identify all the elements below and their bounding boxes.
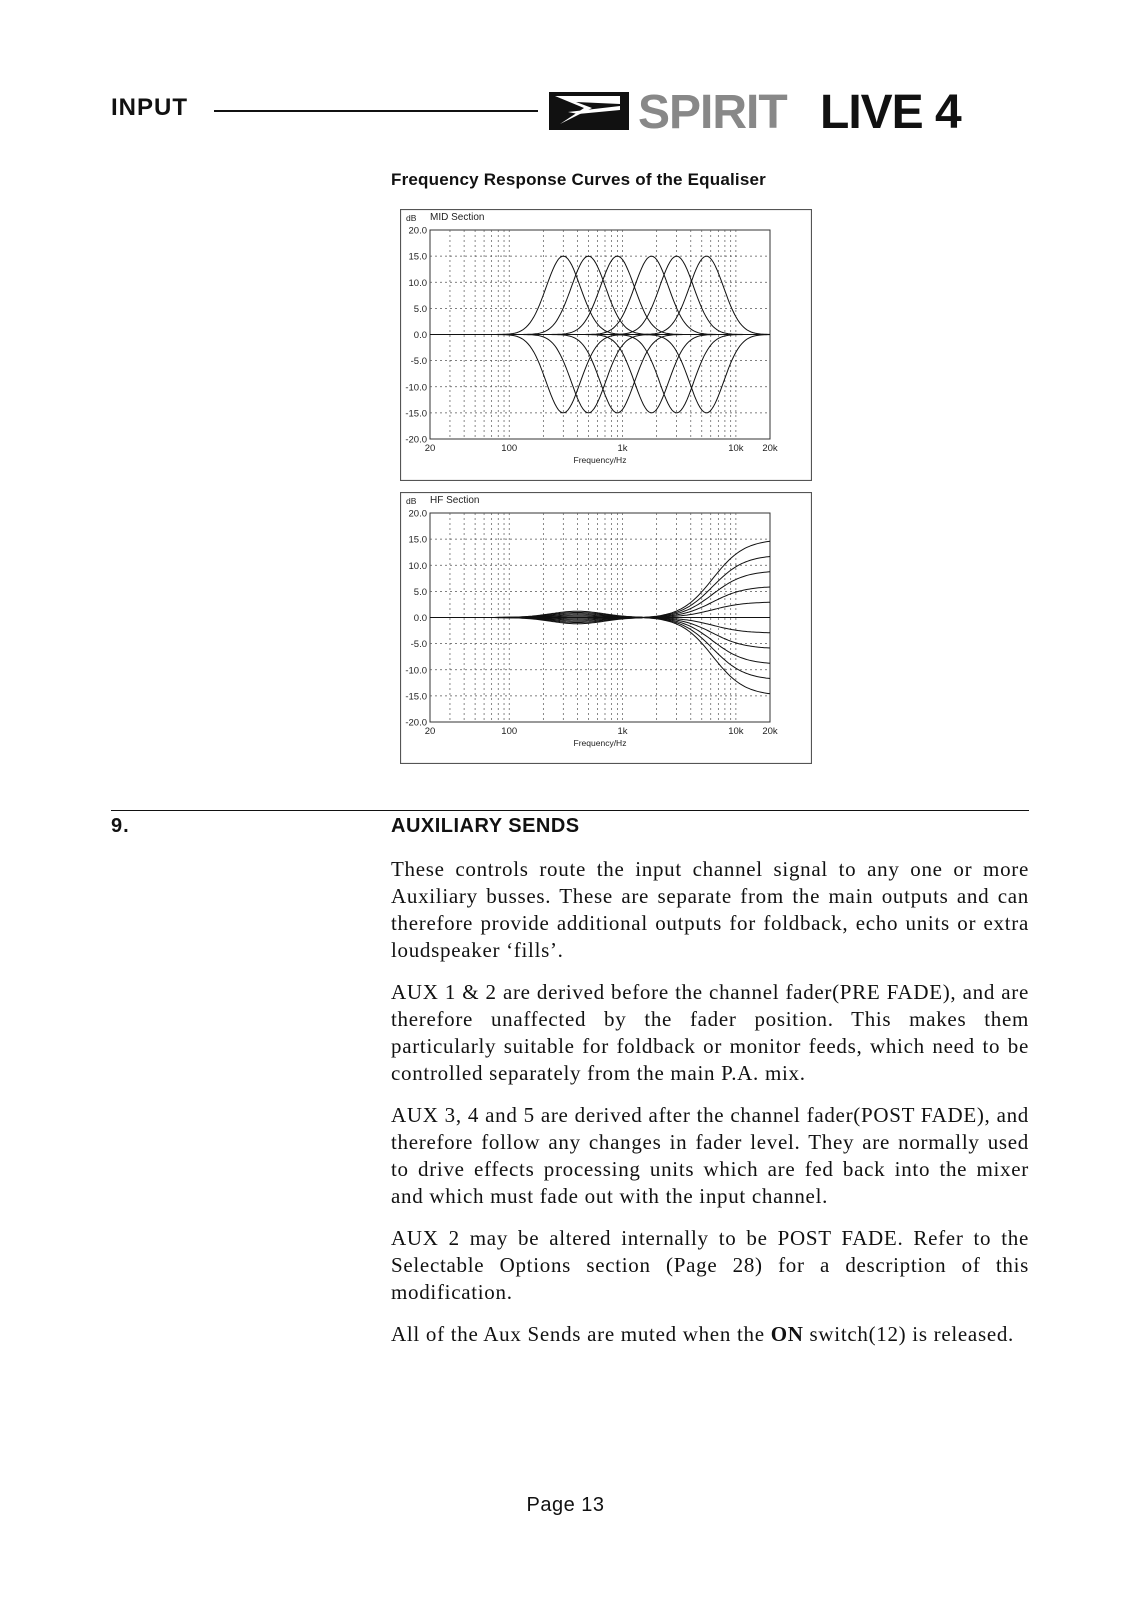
y-tick-label: 20.0 (408, 508, 427, 520)
paragraph-2: AUX 1 & 2 are derived before the channel fader(PRE FADE), and are therefore unaffected by the fader position. This makes them particularly suitable for foldback or monitor feeds, which need to be controlled separately from the main P.A. mix. (391, 980, 1029, 1085)
y-tick-label: 5.0 (413, 586, 427, 598)
y-axis-label: dB (406, 213, 417, 223)
y-tick-label: -15.0 (405, 408, 427, 420)
on-switch-label: ON (770, 1322, 804, 1346)
logo-emblem-icon (549, 92, 629, 130)
hf-eq-chart (400, 492, 812, 764)
paragraph-5-end: switch(12) is released. (803, 1322, 1014, 1346)
y-tick-label: -10.0 (405, 382, 427, 394)
x-tick-label: 1k (617, 443, 628, 454)
y-tick-label: 5.0 (413, 303, 427, 315)
x-tick-label: 10k (728, 726, 744, 737)
section-body (391, 856, 1029, 1363)
section-number: 9. (111, 815, 130, 837)
y-tick-label: 15.0 (408, 534, 427, 546)
paragraph-4: AUX 2 may be altered internally to be POST FADE. Refer to the Selectable Options section (Page 28) for a description of this modification. (391, 1226, 1029, 1304)
y-tick-label: -15.0 (405, 691, 427, 703)
y-tick-label: 15.0 (408, 251, 427, 263)
paragraph-5 (391, 1321, 1029, 1348)
x-tick-label: 20k (762, 726, 778, 737)
y-tick-label: 10.0 (408, 560, 427, 572)
x-tick-label: 20 (424, 726, 436, 737)
chart-frame (401, 493, 812, 764)
y-tick-label: -5.0 (410, 356, 427, 368)
logo-brand-text: SPIRIT (638, 86, 787, 136)
y-tick-label: 10.0 (408, 277, 427, 289)
section-header-title: INPUT (111, 94, 188, 121)
x-tick-label: 100 (501, 726, 518, 737)
x-axis-label: Frequency/Hz (573, 455, 627, 465)
x-axis-label: Frequency/Hz (573, 738, 627, 748)
x-tick-label: 20 (424, 443, 436, 454)
y-tick-label: -10.0 (405, 665, 427, 677)
page-number: Page 13 (526, 1494, 605, 1516)
chart-frame (401, 210, 812, 481)
mid-eq-chart (400, 209, 812, 481)
paragraph-3: AUX 3, 4 and 5 are derived after the channel fader(POST FADE), and therefore follow any changes in fader level. They are normally used to drive effects processing units which are fed back into the mixer and which must fade out with the input channel. (391, 1103, 1029, 1208)
section-heading: AUXILIARY SENDS (391, 815, 580, 837)
x-tick-label: 100 (501, 443, 518, 454)
header-rule (214, 110, 538, 112)
x-tick-label: 10k (728, 443, 744, 454)
chart-title: HF Section (430, 495, 480, 506)
y-tick-label: 0.0 (413, 330, 427, 341)
y-tick-label: 20.0 (408, 225, 427, 237)
section-rule (111, 810, 1029, 811)
chart-title: MID Section (430, 212, 485, 223)
y-tick-label: -5.0 (410, 639, 427, 651)
x-tick-label: 1k (617, 726, 628, 737)
y-tick-label: 0.0 (413, 613, 427, 624)
logo-model-text: LIVE 4 (820, 86, 961, 136)
y-tick-label: -20.0 (405, 434, 427, 446)
paragraph-1: These controls route the input channel signal to any one or more Auxiliary busses. These are separate from the main outputs and can therefore provide additional outputs for foldback, echo units or extra loudspeaker ‘fills’. (391, 857, 1029, 962)
y-axis-label: dB (406, 496, 417, 506)
spirit-logo (548, 84, 1018, 136)
x-tick-label: 20k (762, 443, 778, 454)
paragraph-5-start: All of the Aux Sends are muted when the (391, 1322, 771, 1346)
figure-title: Frequency Response Curves of the Equaliser (391, 170, 766, 189)
y-tick-label: -20.0 (405, 717, 427, 729)
